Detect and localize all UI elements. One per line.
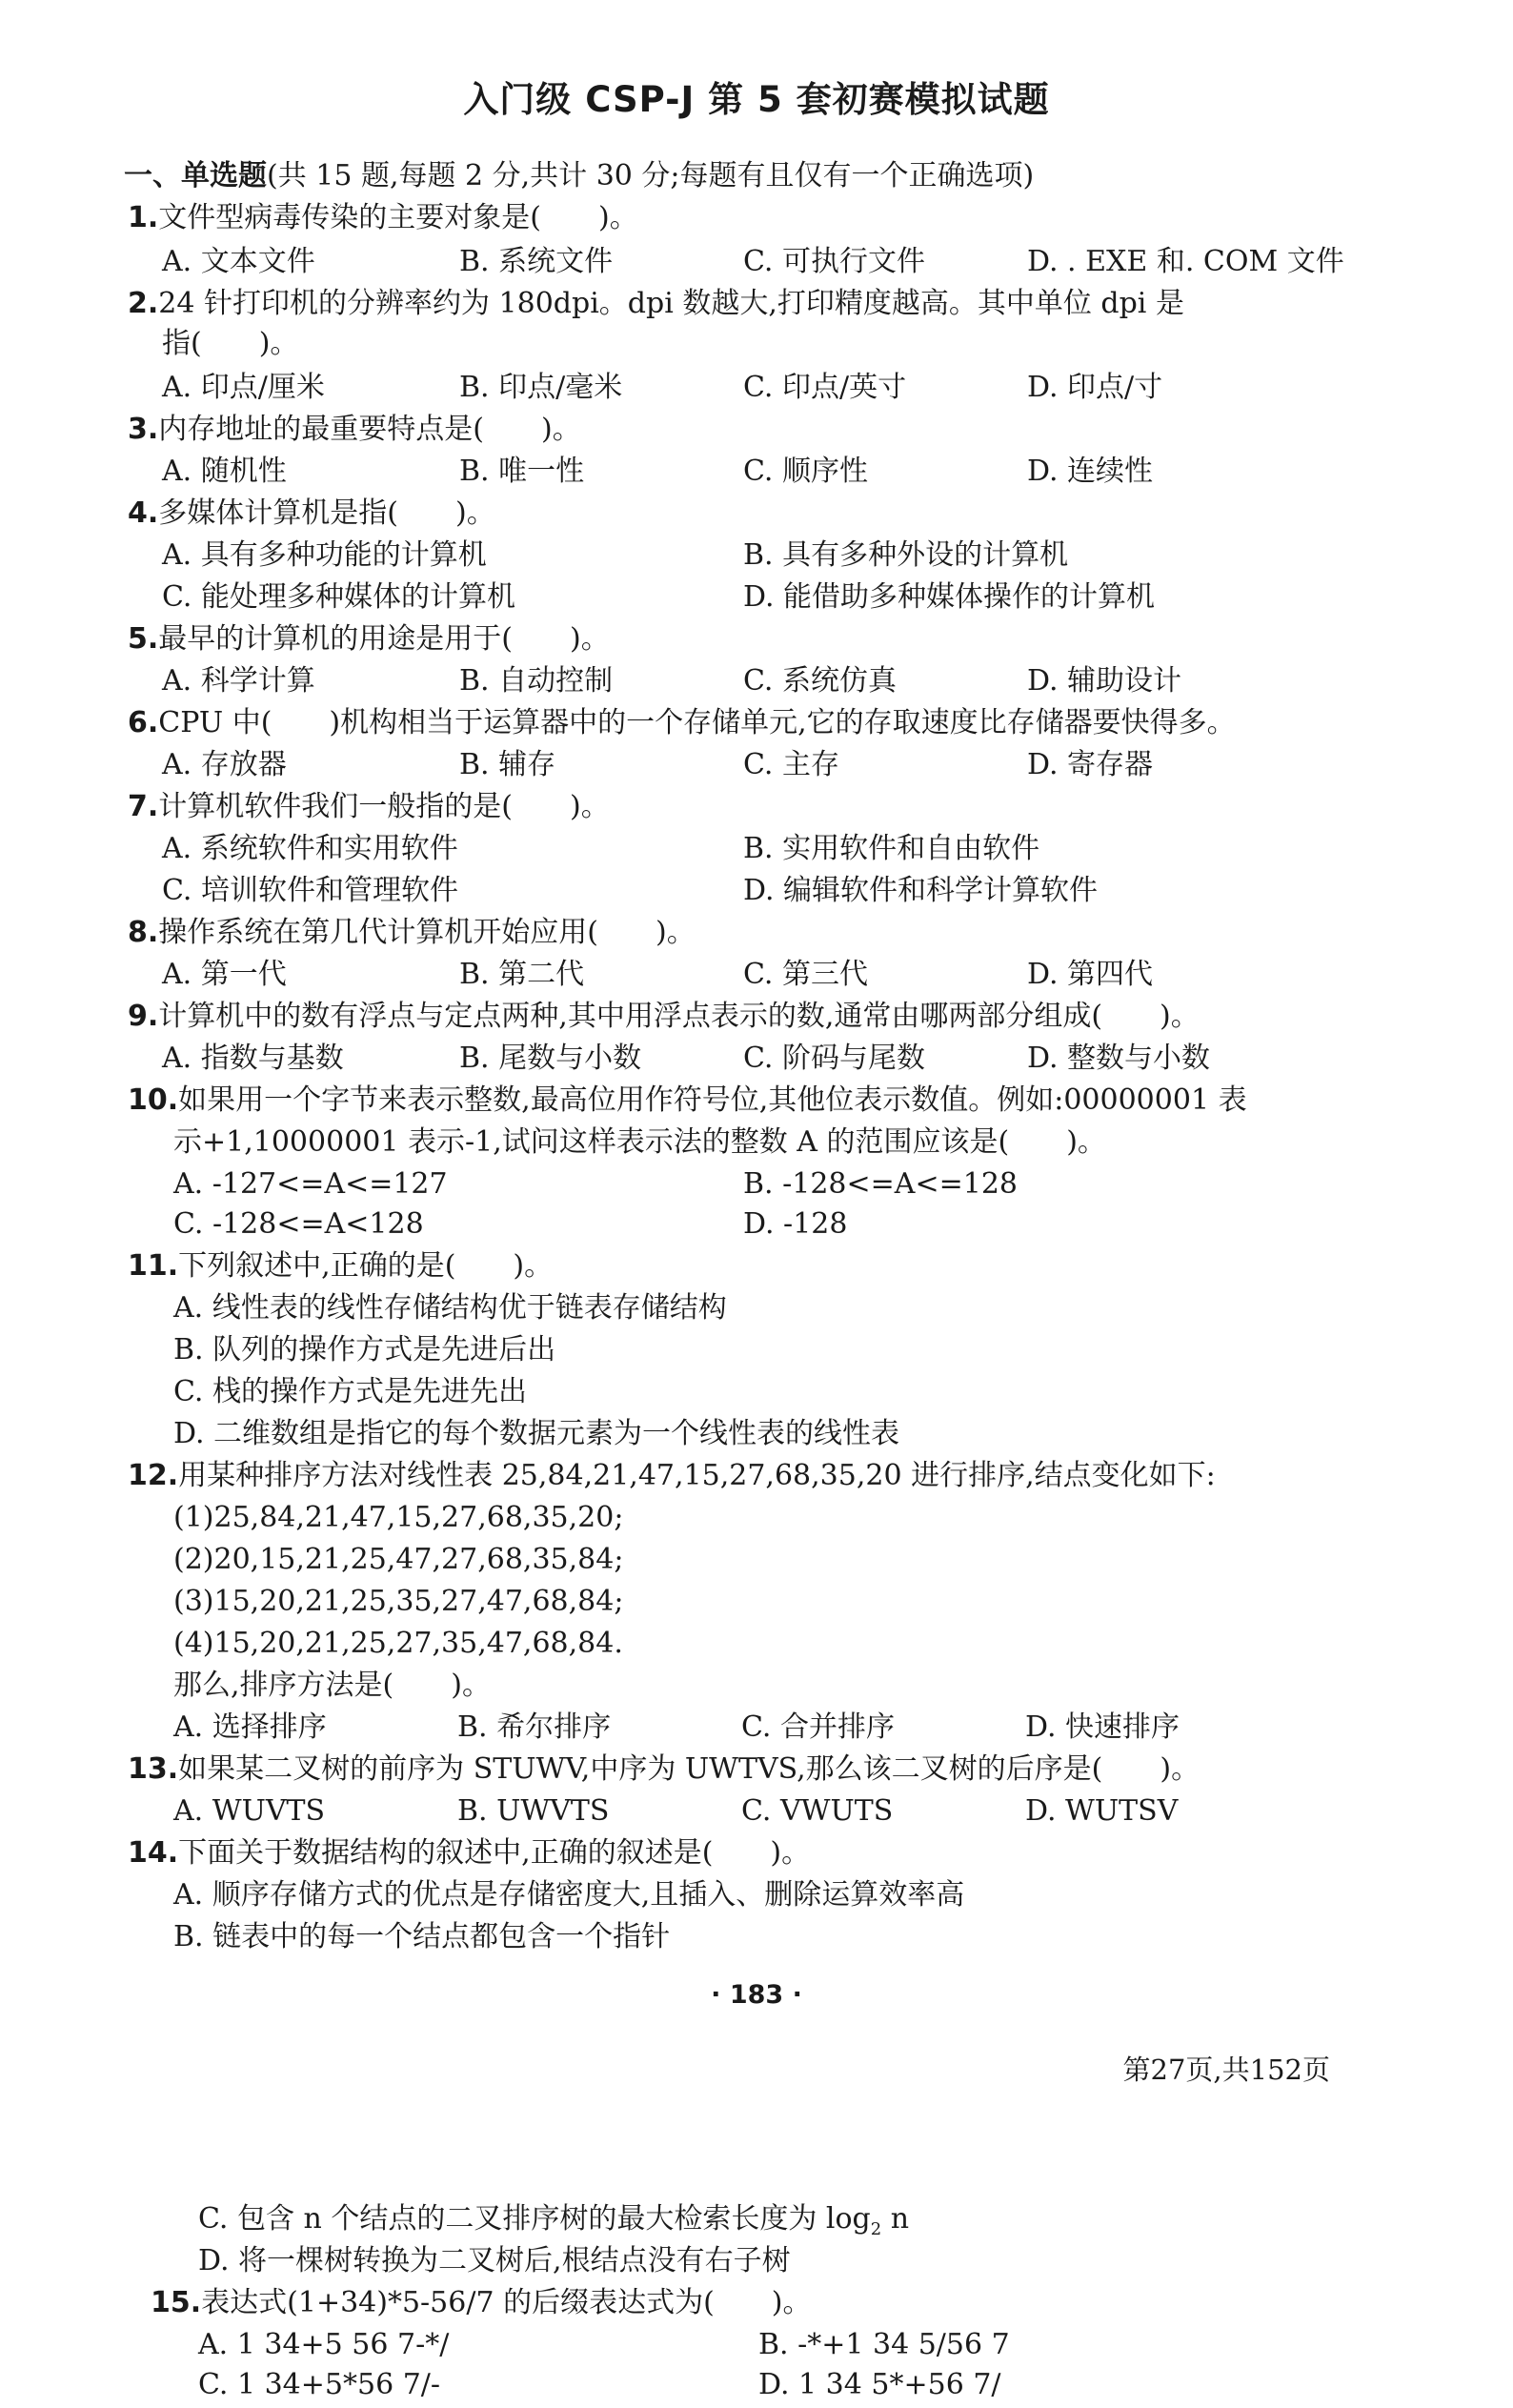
question-14 bbox=[128, 1837, 810, 1870]
option-d: D. WUTSV bbox=[1025, 1794, 1179, 1828]
question-11 bbox=[128, 1250, 553, 1283]
question-text: 用某种排序方法对线性表 25,84,21,47,15,27,68,35,20 进行排序,结点变化如下: bbox=[178, 1459, 1216, 1492]
question-13 bbox=[128, 1753, 1200, 1786]
question-number: 2. bbox=[128, 287, 159, 320]
option-b: B. 具有多种外设的计算机 bbox=[743, 538, 1069, 572]
question-1 bbox=[128, 202, 638, 234]
question-5 bbox=[128, 623, 610, 656]
option-d: D. 连续性 bbox=[1027, 455, 1154, 488]
question-text: 如果用一个字节来表示整数,最高位用作符号位,其他位表示数值。例如:00000001 表 bbox=[178, 1083, 1247, 1117]
option-c: C. VWUTS bbox=[741, 1794, 894, 1828]
question-number: 1. bbox=[128, 201, 159, 234]
option-b: B. 实用软件和自由软件 bbox=[743, 832, 1040, 865]
question-text: 操作系统在第几代计算机开始应用( )。 bbox=[158, 916, 696, 949]
option-a: A. 1 34+5 56 7-*/ bbox=[198, 2328, 450, 2361]
question-number: 13. bbox=[128, 1752, 179, 1786]
option-b: B. -*+1 34 5/56 7 bbox=[758, 2328, 1010, 2361]
option-d: D. 编辑软件和科学计算软件 bbox=[743, 874, 1099, 907]
question-8 bbox=[128, 917, 696, 949]
question-text: 下列叙述中,正确的是( )。 bbox=[178, 1249, 554, 1283]
option-c: C. 印点/英寸 bbox=[743, 371, 907, 404]
question-text-cont: 那么,排序方法是( )。 bbox=[173, 1669, 491, 1702]
sort-step: (1)25,84,21,47,15,27,68,35,20; bbox=[173, 1501, 624, 1534]
option-d: D. . EXE 和. COM 文件 bbox=[1027, 245, 1344, 278]
option-c: C. 顺序性 bbox=[743, 455, 868, 488]
section-header bbox=[124, 160, 1034, 192]
option-a: A. 系统软件和实用软件 bbox=[162, 832, 458, 865]
option-a: A. -127<=A<=127 bbox=[173, 1167, 448, 1201]
option-c: C. 能处理多种媒体的计算机 bbox=[162, 580, 515, 614]
option-b: B. 链表中的每一个结点都包含一个指针 bbox=[173, 1920, 671, 1953]
option-c: C. 1 34+5*56 7/- bbox=[198, 2368, 441, 2401]
sort-step: (2)20,15,21,25,47,27,68,35,84; bbox=[173, 1543, 624, 1576]
option-c: C. -128<=A<128 bbox=[173, 1207, 424, 1241]
option-d: D. 印点/寸 bbox=[1027, 371, 1163, 404]
question-number: 5. bbox=[128, 622, 159, 656]
option-b: B. 辅存 bbox=[459, 748, 556, 781]
question-12 bbox=[128, 1460, 1216, 1492]
log-subscript: 2 bbox=[870, 2219, 882, 2239]
option-a: A. 指数与基数 bbox=[162, 1042, 344, 1075]
question-9 bbox=[128, 1001, 1200, 1033]
question-number: 7. bbox=[128, 790, 159, 823]
option-b: B. 希尔排序 bbox=[457, 1710, 612, 1744]
question-number: 9. bbox=[128, 1000, 159, 1033]
option-d: D. 将一棵树转换为二叉树后,根结点没有右子树 bbox=[198, 2244, 791, 2277]
option-b: B. 印点/毫米 bbox=[459, 371, 623, 404]
option-a: A. 第一代 bbox=[162, 958, 287, 991]
sort-step: (4)15,20,21,25,27,35,47,68,84. bbox=[173, 1627, 623, 1660]
question-number: 3. bbox=[128, 413, 159, 446]
question-text: 多媒体计算机是指( )。 bbox=[158, 496, 495, 530]
option-c: C. 合并排序 bbox=[741, 1710, 895, 1744]
option-c bbox=[198, 2203, 909, 2246]
question-text: 24 针打印机的分辨率约为 180dpi。dpi 数越大,打印精度越高。其中单位 dpi 是 bbox=[158, 287, 1184, 320]
option-b: B. 系统文件 bbox=[459, 245, 614, 278]
question-number: 11. bbox=[128, 1249, 179, 1283]
option-a: A. 印点/厘米 bbox=[162, 371, 325, 404]
question-text: 内存地址的最重要特点是( )。 bbox=[158, 413, 581, 446]
option-c: C. 栈的操作方式是先进先出 bbox=[173, 1375, 527, 1408]
question-number: 12. bbox=[128, 1459, 179, 1492]
option-a: A. 文本文件 bbox=[162, 245, 315, 278]
question-number: 15. bbox=[151, 2286, 202, 2319]
option-b: B. UWVTS bbox=[457, 1794, 610, 1828]
option-a: A. 顺序存储方式的优点是存储密度大,且插入、删除运算效率高 bbox=[173, 1878, 965, 1912]
option-a: A. 线性表的线性存储结构优于链表存储结构 bbox=[173, 1291, 727, 1325]
section-note: (共 15 题,每题 2 分,共计 30 分;每题有且仅有一个正确选项) bbox=[267, 159, 1035, 192]
option-d: D. 能借助多种媒体操作的计算机 bbox=[743, 580, 1156, 614]
question-text-cont: 指( )。 bbox=[162, 327, 299, 360]
question-text: 表达式(1+34)*5-56/7 的后缀表达式为( )。 bbox=[201, 2286, 812, 2319]
sort-step: (3)15,20,21,25,35,27,47,68,84; bbox=[173, 1585, 624, 1618]
question-3 bbox=[128, 414, 581, 446]
option-a: A. 科学计算 bbox=[162, 664, 315, 698]
option-c: C. 主存 bbox=[743, 748, 839, 781]
option-a: A. WUVTS bbox=[173, 1794, 326, 1828]
question-text: 最早的计算机的用途是用于( )。 bbox=[158, 622, 610, 656]
question-number: 4. bbox=[128, 496, 159, 530]
question-text: CPU 中( )机构相当于运算器中的一个存储单元,它的存取速度比存储器要快得多。 bbox=[158, 706, 1236, 739]
option-a: A. 随机性 bbox=[162, 455, 287, 488]
option-a: A. 存放器 bbox=[162, 748, 287, 781]
option-d: D. 快速排序 bbox=[1025, 1710, 1180, 1744]
option-d: D. 整数与小数 bbox=[1027, 1042, 1211, 1075]
option-c-text: C. 包含 n 个结点的二叉排序树的最大检索长度为 log bbox=[198, 2202, 871, 2236]
question-text: 下面关于数据结构的叙述中,正确的叙述是( )。 bbox=[178, 1836, 811, 1870]
option-b: B. 自动控制 bbox=[459, 664, 614, 698]
question-10 bbox=[128, 1084, 1247, 1117]
question-6 bbox=[128, 707, 1236, 739]
option-c: C. 阶码与尾数 bbox=[743, 1042, 925, 1075]
question-number: 14. bbox=[128, 1836, 179, 1870]
option-b: B. 第二代 bbox=[459, 958, 585, 991]
option-b: B. 队列的操作方式是先进后出 bbox=[173, 1333, 556, 1366]
question-number: 6. bbox=[128, 706, 159, 739]
option-c: C. 系统仿真 bbox=[743, 664, 897, 698]
option-d: D. 1 34 5*+56 7/ bbox=[758, 2368, 1001, 2401]
section-label: 一、单选题 bbox=[124, 159, 267, 192]
option-a: A. 选择排序 bbox=[173, 1710, 327, 1744]
option-c: C. 第三代 bbox=[743, 958, 868, 991]
question-text: 文件型病毒传染的主要对象是( )。 bbox=[158, 201, 638, 234]
option-d: D. 寄存器 bbox=[1027, 748, 1154, 781]
question-text: 计算机软件我们一般指的是( )。 bbox=[158, 790, 610, 823]
page-counter: 第27页,共152页 bbox=[1122, 2054, 1330, 2086]
option-d: D. 第四代 bbox=[1027, 958, 1154, 991]
question-number: 8. bbox=[128, 916, 159, 949]
question-text-cont: 示+1,10000001 表示-1,试问这样表示法的整数 A 的范围应该是( )。 bbox=[173, 1125, 1106, 1159]
question-2 bbox=[128, 288, 1184, 320]
question-text: 计算机中的数有浮点与定点两种,其中用浮点表示的数,通常由哪两部分组成( )。 bbox=[158, 1000, 1200, 1033]
question-text: 如果某二叉树的前序为 STUWV,中序为 UWTVS,那么该二叉树的后序是( )。 bbox=[178, 1752, 1200, 1786]
option-c: C. 培训软件和管理软件 bbox=[162, 874, 458, 907]
option-d: D. -128 bbox=[743, 1207, 848, 1241]
option-d: D. 二维数组是指它的每个数据元素为一个线性表的线性表 bbox=[173, 1417, 900, 1450]
option-b: B. 尾数与小数 bbox=[459, 1042, 642, 1075]
option-b: B. -128<=A<=128 bbox=[743, 1167, 1018, 1201]
question-4 bbox=[128, 497, 495, 530]
page-number: · 183 · bbox=[711, 1980, 802, 2010]
question-15 bbox=[151, 2287, 812, 2319]
question-number: 10. bbox=[128, 1083, 179, 1117]
page-title: 入门级 CSP-J 第 5 套初赛模拟试题 bbox=[463, 79, 1050, 120]
option-c: C. 可执行文件 bbox=[743, 245, 925, 278]
question-7 bbox=[128, 791, 610, 823]
option-d: D. 辅助设计 bbox=[1027, 664, 1182, 698]
option-b: B. 唯一性 bbox=[459, 455, 585, 488]
option-c-tail: n bbox=[881, 2202, 910, 2236]
option-a: A. 具有多种功能的计算机 bbox=[162, 538, 487, 572]
